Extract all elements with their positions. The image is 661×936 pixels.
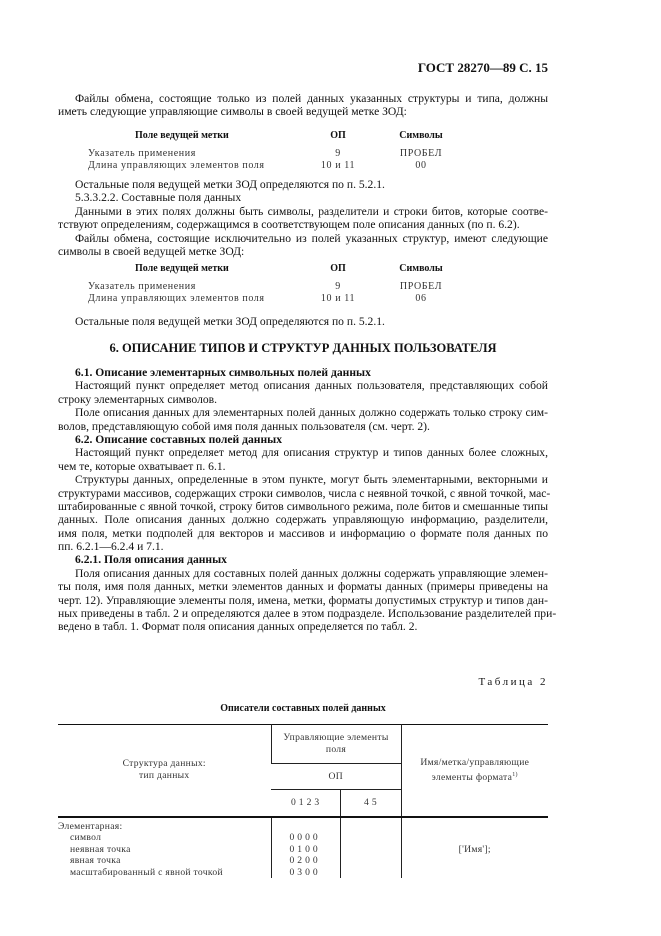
header-format: Имя/метка/управляющие элементы формата$^{1)}$ bbox=[401, 725, 548, 817]
text-line: 5.3.3.2.2. Составные поля данных bbox=[75, 191, 242, 205]
text-line: Настоящий пункт определяет метод описания данных пользователя, представляющих собой bbox=[75, 379, 548, 393]
text-line: штабированные с явной точкой, строку битов символьного режима, поле битов и смешанные типы bbox=[58, 499, 548, 513]
op45-cell bbox=[340, 817, 401, 879]
text-line: тствуют определениям, содержащимся в соответствующем поле описания данных (по п. 6.2). bbox=[58, 218, 520, 232]
op-cell: 0 0 0 0 0 1 0 0 0 2 0 0 0 3 0 0 bbox=[271, 817, 340, 879]
section-body bbox=[58, 366, 557, 634]
text-line: ных приведены в табл. 2 и определяются далее в этом подразделе. Использование разделителей при- bbox=[58, 607, 557, 621]
cell: 10 и 11 bbox=[320, 160, 356, 171]
text-line: имя поля, метки подполей для векторов и массивов и информацию о формате поля данных по bbox=[58, 526, 548, 540]
cell: Указатель применения bbox=[88, 147, 196, 159]
header-op: ОП bbox=[271, 764, 401, 790]
text-line: Остальные поля ведущей метки ЗОД определяются по п. 5.2.1. bbox=[75, 315, 385, 328]
text-line: Поле описания данных для элементарных полей данных должно содержать только строку сим- bbox=[75, 406, 548, 420]
format-cell: ['Имя']; bbox=[401, 817, 548, 879]
cell: Указатель применения bbox=[88, 280, 196, 292]
paragraph bbox=[58, 92, 548, 119]
subsection-heading: 6.1. Описание элементарных символьных полей данных bbox=[75, 366, 371, 379]
structure-cell: Элементарная: символ неявная точка явная точка масштабированный с явной точкой bbox=[58, 820, 223, 878]
column-header: Поле ведущей метки bbox=[135, 263, 229, 274]
column-header: ОП bbox=[330, 130, 346, 141]
text-line: Структуры данных, определенные в этом пункте, могут быть элементарными, векторными и bbox=[75, 473, 548, 487]
cell: 00 bbox=[415, 160, 427, 171]
cell: ПРОБЕЛ bbox=[399, 147, 443, 159]
header-control-elements: Управляющие элементы поля bbox=[271, 725, 401, 764]
text-line: Поля описания данных для составных полей данных должны содержать управляющие элемен- bbox=[75, 566, 548, 580]
cell: 10 и 11 bbox=[320, 293, 356, 304]
text-line: волов, представляющую собой имя поля данных пользователя (см. черт. 2). bbox=[58, 419, 430, 433]
cell: Длина управляющих элементов поля bbox=[88, 293, 265, 304]
leader-table-1 bbox=[58, 130, 548, 173]
text-line: Файлы обмена, состоящие исключительно из полей указанных структур, имеют следующие bbox=[75, 231, 548, 245]
leader-table-2 bbox=[58, 263, 548, 306]
table-caption: Таблица 2 bbox=[478, 676, 548, 688]
text-line: чем те, которые охватывает п. 6.1. bbox=[58, 459, 226, 473]
descriptor-table bbox=[58, 724, 548, 878]
column-header: Поле ведущей метки bbox=[135, 130, 229, 141]
text-line: Файлы обмена, состоящие только из полей данных указанных структуры и типа, должны bbox=[75, 92, 548, 105]
text-line: черт. 12). Управляющие элементы поля, имена, метки, форматы допустимых структур и типов дан- bbox=[58, 593, 548, 607]
cell: ПРОБЕЛ bbox=[399, 280, 443, 292]
text-line: Настоящий пункт определяет метод для описания структур и типов данных более сложных, bbox=[75, 446, 548, 460]
column-header: Символы bbox=[399, 130, 443, 141]
cell: Длина управляющих элементов поля bbox=[88, 160, 265, 171]
cell: 9 bbox=[335, 280, 341, 292]
table-title: Описатели составных полей данных bbox=[220, 703, 386, 714]
section-heading: 6. ОПИСАНИЕ ТИПОВ И СТРУКТУР ДАННЫХ ПОЛЬЗОВАТЕЛЯ bbox=[109, 341, 497, 355]
paragraph bbox=[58, 315, 548, 328]
subsection-heading: 6.2.1. Поля описания данных bbox=[75, 553, 227, 567]
text-line: структурами массивов, содержащих строки символов, числа с неявной точкой, с явной точкой, мас- bbox=[58, 486, 551, 500]
text-line: Данными в этих полях должны быть символы, разделители и строки битов, которые соотве- bbox=[75, 204, 548, 218]
text-line: ты поля, имя поля данных, метки элементов данных и форматы данных (примеры приведены на bbox=[58, 580, 548, 594]
header-op-0123: 0 1 2 3 bbox=[271, 790, 340, 817]
page-header: ГОСТ 28270—89 С. 15 bbox=[417, 60, 548, 75]
header-op-45: 4 5 bbox=[340, 790, 401, 817]
text-line: символы в своей ведущей метке ЗОД: bbox=[58, 244, 245, 258]
column-header: Символы bbox=[399, 263, 443, 274]
text-line: пп. 6.2.1—6.2.4 и 7.1. bbox=[58, 540, 164, 554]
cell: 9 bbox=[335, 147, 341, 159]
text-line: иметь следующие управляющие символы в своей ведущей метке ЗОД: bbox=[58, 105, 407, 119]
header-structure: Структура данных: тип данных bbox=[58, 725, 271, 817]
text-line: ведено в табл. 1. Формат поля описания данных определяется по табл. 2. bbox=[58, 620, 418, 634]
text-line: строку элементарных символов. bbox=[58, 392, 218, 406]
text-line: данных. Поле описания данных должно содержать управляющую информацию, разделители, bbox=[58, 513, 548, 527]
cell: 06 bbox=[415, 293, 427, 304]
subsection-heading: 6.2. Описание составных полей данных bbox=[75, 432, 282, 446]
paragraph bbox=[58, 178, 548, 258]
column-header: ОП bbox=[330, 263, 346, 274]
text-line: Остальные поля ведущей метки ЗОД определяются по п. 5.2.1. bbox=[75, 178, 385, 191]
